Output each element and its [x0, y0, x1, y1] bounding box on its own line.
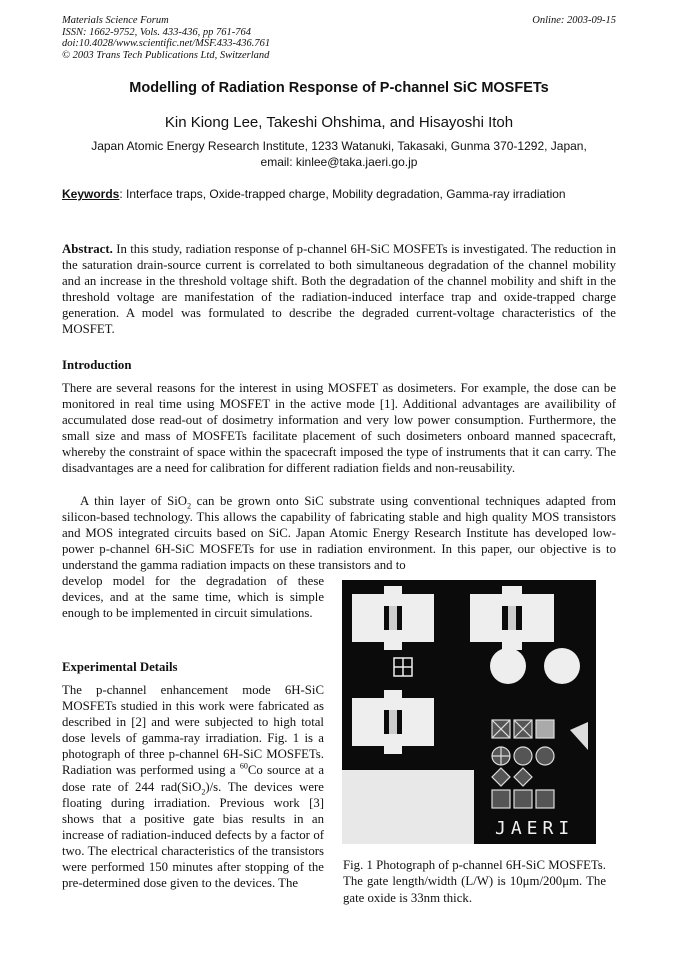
doi[interactable]: doi:10.4028/www.scientific.net/MSF.433-436.761 — [62, 38, 271, 49]
exp-part-1: The p-channel enhancement mode 6H-SiC MOSFETs studied in this work were fabricated as described in [2] and were subjected to high total dose levels of gamma-ray irradiation. Fig. 1 is a photograph of three p-channel 6H-SiC MOSFETs. Radiation was performed using a — [62, 683, 324, 778]
journal-name: Materials Science Forum — [62, 15, 169, 26]
paper-title: Modelling of Radiation Response of P-channel SiC MOSFETs — [129, 80, 549, 96]
sio2-subscript: 2 — [187, 501, 192, 511]
micro-symbol: μ — [562, 874, 570, 889]
large-pad — [342, 770, 474, 844]
mosfet-photo-drawing — [342, 580, 596, 844]
keywords-text: Interface traps, Oxide-trapped charge, Mobility degradation, Gamma-ray irradiation — [122, 187, 566, 201]
affiliation-block — [62, 138, 616, 170]
keywords-label: Keywords — [62, 187, 120, 201]
exp-part-3: )/s. The devices were floating during irradiation. Previous work [3] shows that a positive gate bias results in an increase of radiation-induced defects by a factor of two. The electrical characteristics of the transistors were performed 150 minutes after stopping of the pre-determined dose given to the devices. The — [62, 779, 324, 891]
copyright: © 2003 Trans Tech Publications Ltd, Switzerland — [62, 49, 270, 61]
experimental-paragraph — [62, 682, 324, 891]
introduction-heading: Introduction — [62, 358, 132, 372]
keywords — [62, 187, 616, 201]
affiliation: Japan Atomic Energy Research Institute, 1233 Watanuki, Takasaki, Gunma 370-1292, Japan, — [91, 139, 587, 153]
alignment-marks — [492, 720, 554, 808]
abstract — [62, 241, 616, 338]
introduction-paragraph-2-continued: develop model for the degradation of these devices, and at the same time, which is simple enough to be implemented in circuit simulations. — [62, 574, 324, 621]
micro-symbol: μ — [522, 874, 530, 889]
abstract-label: Abstract. — [62, 242, 113, 256]
mosfet-photograph — [342, 580, 596, 844]
intro-p2-part-b: can be grown onto SiC substrate using conventional techniques adapted from silicon-based technology. This allows the capability of fabricating stable and high quality MOS transistors and MOS integrated circuits based on SiC. Japan Atomic Energy Research Institute has developed low-power p-channel 6H-SiC MOSFETs for use in radiation environment. In this paper, our objective is to understand the gamma radiation impacts on these transistors and to — [62, 494, 617, 573]
issn: ISSN: 1662-9752, Vols. 433-436, pp 761-764 — [62, 26, 251, 38]
authors: Kin Kiong Lee, Takeshi Ohshima, and Hisayoshi Itoh — [164, 114, 514, 131]
keywords-colon: : — [119, 187, 123, 201]
abstract-text: In this study, radiation response of p-channel 6H-SiC MOSFETs is investigated. The reduction in the saturation drain-source current is correlated to both simultaneous degradation of the channel mobility and an increase in the threshold voltage shift. Both the degradation of the channel mobility and shift in the threshold voltage are manifestation of the radiation-induced interface trap and oxide-trapped charge generation. A model was formulated to describe the degraded current-voltage characteristics of the MOSFET. — [62, 242, 616, 337]
sio2-subscript: 2 — [201, 787, 206, 797]
transistor-middle — [352, 690, 434, 754]
experimental-heading: Experimental Details — [62, 660, 178, 674]
caption-part-b: m/200 — [529, 874, 563, 889]
email[interactable]: email: kinlee@taka.jaeri.go.jp — [260, 155, 418, 169]
journal-info — [62, 15, 270, 61]
jaeri-photo-label: JAERI — [495, 818, 575, 839]
introduction-paragraph-2 — [62, 493, 616, 573]
caption-part-a: Fig. 1 Photograph of p-channel 6H-SiC MOSFETs. The gate length/width (L/W) is 10 — [343, 858, 606, 889]
exp-part-2: Co source at a dose rate of 244 rad(SiO — [62, 763, 324, 794]
figure-caption — [343, 857, 606, 906]
transistor-top-right — [470, 586, 554, 650]
transistor-top-left — [352, 586, 434, 650]
intro-p2-part-a: A thin layer of SiO — [80, 494, 188, 508]
co60-superscript: 60 — [239, 762, 248, 772]
caption-part-c: m. The gate oxide is 33nm thick. — [343, 874, 606, 905]
introduction-paragraph-1: There are several reasons for the interest in using MOSFET as dosimeters. For example, the dose can be monitored in real time using MOSFET in the active mode [1]. Additional advantages are availibility of accumulated dose read-out of dosimetry information and very low power consumption. Furthermore, the small size and mass of MOSFETs facilitate placement of such dosimeters onboard manned spacecraft, whereby the constraint of space within the spacecraft imposed the type of instruments that it can carry. The disadvantages are a need for calibration for different radiation fields and non-reusability. — [62, 381, 616, 476]
online-date: Online: 2003-09-15 — [532, 15, 616, 26]
